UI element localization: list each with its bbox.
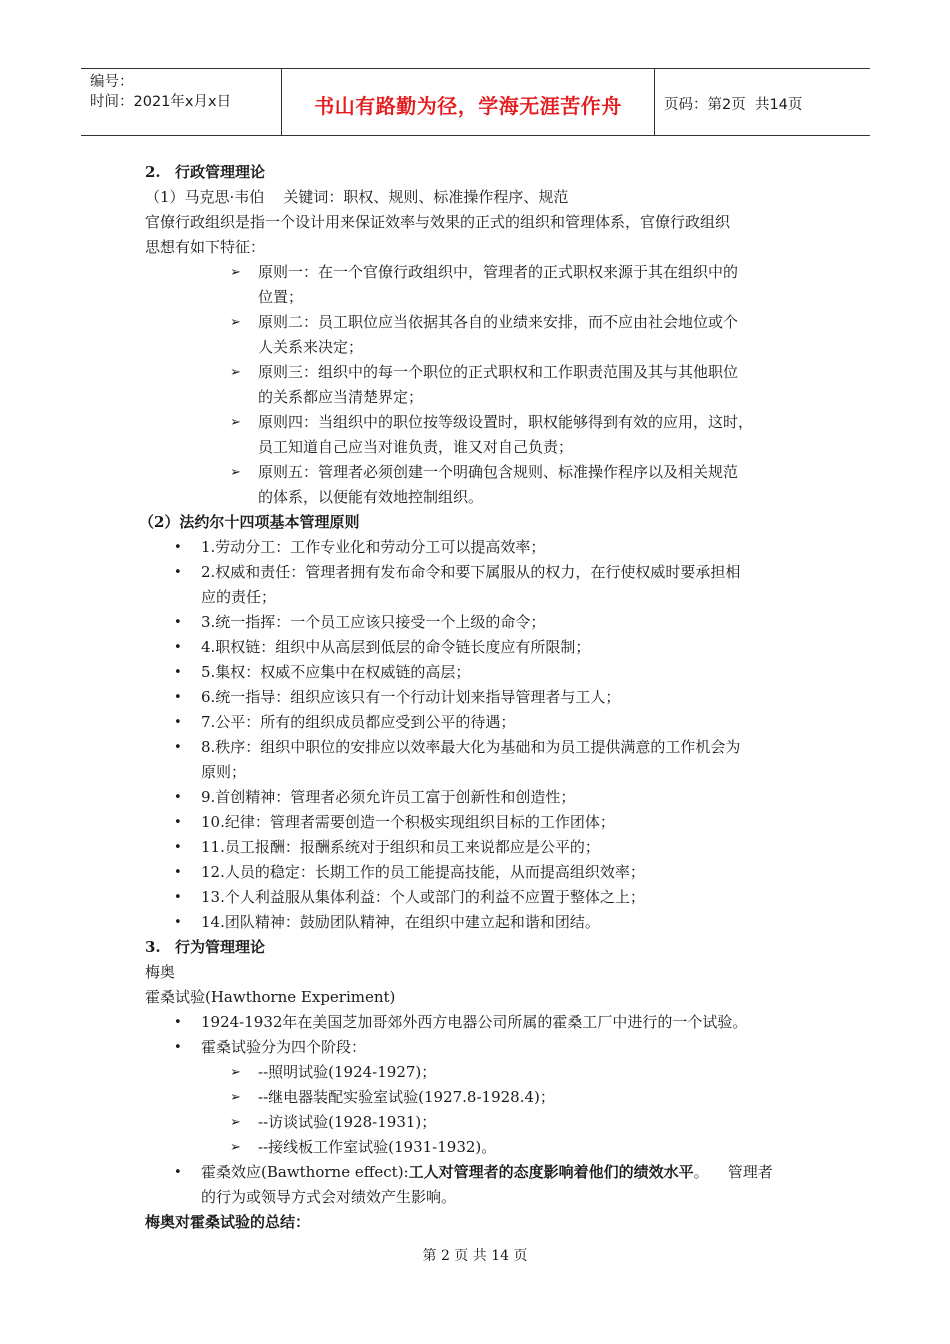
bullet-dot-icon: • — [174, 1165, 182, 1180]
arrow-bullet-icon: ➢ — [230, 315, 241, 330]
bullet-dot-icon: • — [174, 790, 182, 805]
principle-item — [145, 310, 825, 360]
mayo-line: 梅奥 — [145, 963, 176, 981]
principle-line: 人关系来决定； — [258, 338, 364, 356]
header-table — [81, 68, 870, 136]
arrow-bullet-icon: ➢ — [230, 415, 241, 430]
stage-item — [145, 1060, 825, 1085]
section-3-number: 3. — [145, 938, 161, 956]
principle-line: 原则四：当组织中的职位按等级设置时，职权能够得到有效的应用，这时， — [258, 413, 754, 431]
bullet-dot-icon: • — [174, 740, 182, 755]
principle-line: 的体系，以便能有效地控制组织。 — [258, 488, 484, 506]
section-2-number: 2. — [145, 163, 161, 181]
fayol-line: 3.统一指挥：一个员工应该只接受一个上级的命令； — [201, 613, 546, 631]
section-3-title: 行为管理理论 — [175, 938, 266, 956]
fayol-item — [145, 710, 825, 735]
principle-item — [145, 260, 825, 310]
fayol-item — [145, 735, 825, 785]
hawthorne-bullet — [145, 1035, 825, 1060]
header-time-label: 时间：2021年x月x日 — [90, 94, 232, 110]
stage-item — [145, 1110, 825, 1135]
header-page-info-cell — [655, 69, 870, 135]
bullet-dot-icon: • — [174, 540, 182, 555]
principle-line: 的关系都应当清楚界定； — [258, 388, 424, 406]
principle-line: 原则三：组织中的每一个职位的正式职权和工作职责范围及其与其他职位 — [258, 363, 739, 381]
stage-item — [145, 1135, 825, 1160]
bullet-dot-icon: • — [174, 715, 182, 730]
principle-item — [145, 360, 825, 410]
fayol-line: 11.员工报酬：报酬系统对于组织和员工来说都应是公平的； — [201, 838, 600, 856]
fayol-line: 13.个人利益服从集体利益：个人或部门的利益不应置于整体之上； — [201, 888, 645, 906]
fayol-item — [145, 660, 825, 685]
bullet-dot-icon: • — [174, 640, 182, 655]
bureaucracy-intro-line-2: 思想有如下特征： — [145, 238, 266, 256]
stage-item — [145, 1085, 825, 1110]
fayol-line: 8.秩序：组织中职位的安排应以效率最大化为基础和为员工提供满意的工作机会为 — [201, 738, 741, 756]
principle-item — [145, 460, 825, 510]
hawthorne-stages-list — [145, 1060, 825, 1160]
fayol-line: 12.人员的稳定：长期工作的员工能提高技能，从而提高组织效率； — [201, 863, 645, 881]
fayol-item — [145, 610, 825, 635]
principle-line: 原则一：在一个官僚行政组织中，管理者的正式职权来源于其在组织中的 — [258, 263, 739, 281]
section-2-title: 行政管理理论 — [175, 163, 266, 181]
header-left-cell — [81, 69, 282, 135]
header-motto: 书山有路勤为径，学海无涯苦作舟 — [282, 69, 655, 135]
fayol-item — [145, 860, 825, 885]
bullet-dot-icon: • — [174, 815, 182, 830]
fayol-item — [145, 535, 825, 560]
hawthorne-bullet-text: 霍桑试验分为四个阶段： — [201, 1038, 367, 1056]
page-footer — [0, 1245, 950, 1265]
bureaucracy-intro-line-1: 官僚行政组织是指一个设计用来保证效率与效果的正式的组织和管理体系，官僚行政组织 — [145, 213, 731, 231]
fayol-item — [145, 785, 825, 810]
arrow-bullet-icon: ➢ — [230, 365, 241, 380]
fayol-item — [145, 835, 825, 860]
hawthorne-effect-bullet — [145, 1160, 825, 1210]
bullet-dot-icon: • — [174, 1015, 182, 1030]
bullet-dot-icon: • — [174, 615, 182, 630]
section-3-heading — [145, 935, 825, 960]
fayol-line: 14.团队精神：鼓励团队精神，在组织中建立起和谐和团结。 — [201, 913, 600, 931]
section-2-heading — [145, 160, 825, 185]
hawthorne-effect-line-2: 的行为或领导方式会对绩效产生影响。 — [201, 1188, 457, 1206]
bullet-dot-icon: • — [174, 690, 182, 705]
hawthorne-line: 霍桑试验(Hawthorne Experiment) — [145, 988, 396, 1006]
effect-suffix: 。 管理者 — [693, 1163, 773, 1181]
stage-text: --继电器装配实验室试验(1927.8-1928.4)； — [258, 1088, 555, 1106]
fayol-line: 4.职权链：组织中从高层到低层的命令链长度应有所限制； — [201, 638, 591, 656]
fayol-line: 1.劳动分工：工作专业化和劳动分工可以提高效率； — [201, 538, 546, 556]
weber-subheading: （1）马克思·韦伯 关键词：职权、规则、标准操作程序、规范 — [145, 188, 569, 206]
effect-bold-text: 工人对管理者的态度影响着他们的绩效水平 — [408, 1163, 694, 1181]
fayol-line: 9.首创精神：管理者必须允许员工富于创新性和创造性； — [201, 788, 576, 806]
fayol-line: 原则； — [201, 763, 247, 781]
fayol-line: 5.集权：权威不应集中在权威链的高层； — [201, 663, 471, 681]
bullet-dot-icon: • — [174, 565, 182, 580]
fayol-item — [145, 885, 825, 910]
fayol-item — [145, 910, 825, 935]
principle-item — [145, 410, 825, 460]
fayol-item — [145, 560, 825, 610]
fayol-line: 7.公平：所有的组织成员都应受到公平的待遇； — [201, 713, 516, 731]
arrow-bullet-icon: ➢ — [230, 265, 241, 280]
arrow-bullet-icon: ➢ — [230, 1140, 241, 1155]
arrow-bullet-icon: ➢ — [230, 1090, 241, 1105]
stage-text: --接线板工作室试验(1931-1932)。 — [258, 1138, 497, 1156]
arrow-bullet-icon: ➢ — [230, 465, 241, 480]
fayol-line: 6.统一指导：组织应该只有一个行动计划来指导管理者与工人； — [201, 688, 621, 706]
fayol-item — [145, 685, 825, 710]
document-body — [139, 160, 825, 1235]
principle-line: 原则五：管理者必须创建一个明确包含规则、标准操作程序以及相关规范 — [258, 463, 739, 481]
effect-prefix: 霍桑效应(Bawthorne effect): — [201, 1163, 409, 1181]
arrow-bullet-icon: ➢ — [230, 1115, 241, 1130]
bullet-dot-icon: • — [174, 915, 182, 930]
weber-principles-list — [145, 260, 825, 510]
fayol-item — [145, 810, 825, 835]
footer-page-number: 第 2 页 共 14 页 — [422, 1248, 528, 1264]
bullet-dot-icon: • — [174, 1040, 182, 1055]
fayol-line: 2.权威和责任：管理者拥有发布命令和要下属服从的权力，在行使权威时要承担相 — [201, 563, 741, 581]
header-page-info: 页码：第2页 共14页 — [664, 96, 803, 113]
bullet-dot-icon: • — [174, 865, 182, 880]
stage-text: --照明试验(1924-1927)； — [258, 1063, 437, 1081]
bullet-dot-icon: • — [174, 665, 182, 680]
fayol-item — [145, 635, 825, 660]
hawthorne-effect-line-1 — [201, 1160, 825, 1185]
principle-line: 员工知道自己应当对谁负责，谁又对自己负责； — [258, 438, 574, 456]
principle-line: 原则二：员工职位应当依据其各自的业绩来安排，而不应由社会地位或个 — [258, 313, 739, 331]
mayo-summary-heading: 梅奥对霍桑试验的总结： — [145, 1213, 311, 1231]
fayol-subheading: （2）法约尔十四项基本管理原则 — [139, 513, 360, 531]
hawthorne-bullet-text: 1924-1932年在美国芝加哥郊外西方电器公司所属的霍桑工厂中进行的一个试验。 — [201, 1013, 748, 1031]
fayol-line: 10.纪律：管理者需要创造一个积极实现组织目标的工作团体； — [201, 813, 615, 831]
header-number-label: 编号： — [90, 74, 134, 90]
fayol-line: 应的责任； — [201, 588, 277, 606]
arrow-bullet-icon: ➢ — [230, 1065, 241, 1080]
bullet-dot-icon: • — [174, 890, 182, 905]
stage-text: --访谈试验(1928-1931)； — [258, 1113, 437, 1131]
fayol-principles-list — [145, 535, 825, 935]
hawthorne-bullet — [145, 1010, 825, 1035]
bullet-dot-icon: • — [174, 840, 182, 855]
principle-line: 位置； — [258, 288, 304, 306]
